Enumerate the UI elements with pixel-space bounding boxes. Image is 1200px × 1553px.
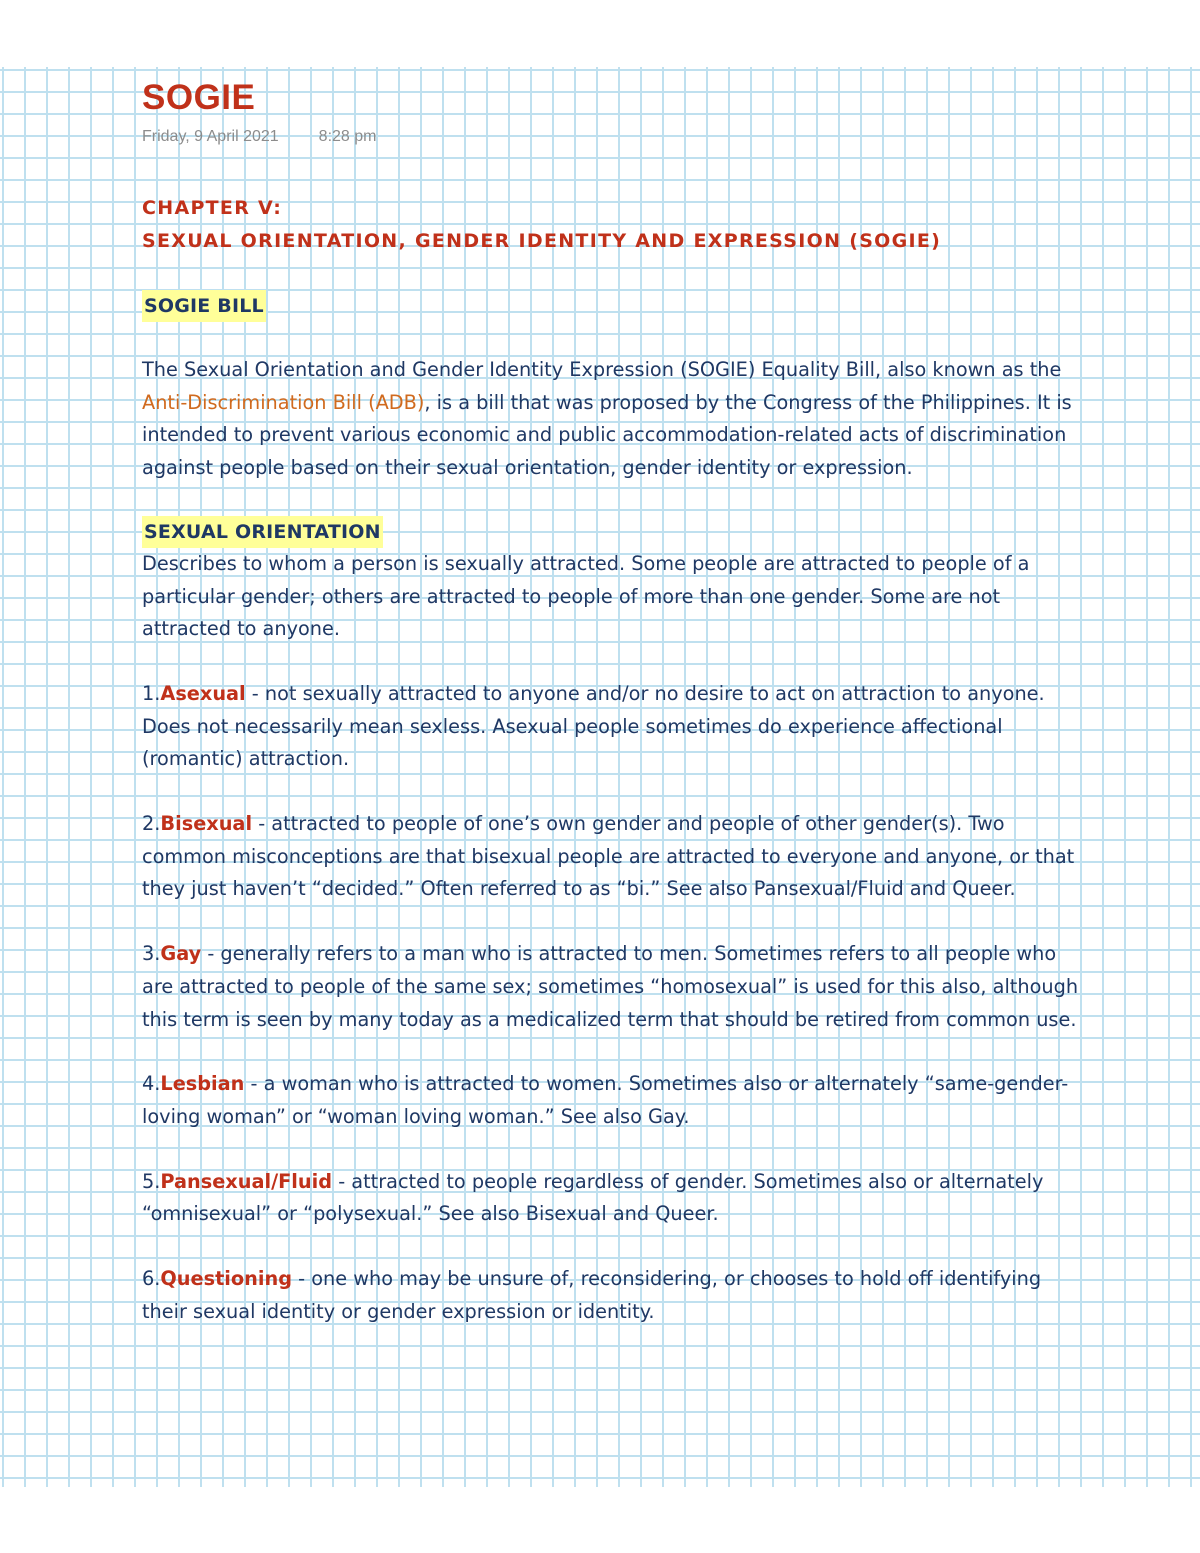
definition-text: - not sexually attracted to anyone and/or no desire to act on attraction to anyone. Does not necessarily mean sexless. Asexual people sometimes do experience affectional (romantic) attraction.: [142, 681, 1045, 771]
definition-item: [142, 938, 1082, 1036]
anti-discrimination-bill-link[interactable]: Anti-Discrimination Bill (ADB): [142, 390, 425, 414]
definition-term: Pansexual/Fluid: [160, 1169, 333, 1193]
definition-number: 4.: [142, 1072, 161, 1096]
definition-number: 2.: [142, 812, 161, 836]
definition-number: 3.: [142, 942, 161, 966]
definition-item: [142, 678, 1082, 776]
definition-term: Lesbian: [160, 1072, 245, 1096]
definition-term: Questioning: [160, 1267, 293, 1291]
definition-text: - attracted to people of one’s own gender and people of other gender(s). Two common misconceptions are that bisexual people are attracted to everyone and anyone, or that they just haven’t “decided.” Often referred to as “bi.” See also Pansexual/Fluid and Queer.: [142, 812, 1075, 901]
sexual-orientation-heading: SEXUAL ORIENTATION: [142, 516, 383, 548]
page-title: SOGIE: [142, 78, 256, 117]
sexual-orientation-description: Describes to whom a person is sexually attracted. Some people are attracted to people of a particular gender; others are attracted to people of more than one gender. Some are not attracted to anyone.: [142, 551, 1030, 641]
definition-item: [142, 1263, 1082, 1328]
definition-item: [142, 1166, 1082, 1231]
definition-term: Bisexual: [160, 812, 253, 836]
sogie-bill-heading: SOGIE BILL: [142, 290, 266, 322]
definition-term: Asexual: [160, 681, 246, 705]
page-timestamp: [142, 126, 1082, 148]
definition-number: 6.: [142, 1267, 161, 1291]
sogie-bill-text-after: , is a bill that was proposed by the Congress of the Philippines. It is intended to prevent various economic and public accommodation-related acts of discrimination against people based on their sexual orientation, gender identity or expression.: [142, 390, 1072, 480]
definition-item: [142, 808, 1082, 906]
chapter-number: CHAPTER V:: [142, 197, 283, 219]
note-content: [142, 78, 1082, 1328]
sogie-bill-text-before: The Sexual Orientation and Gender Identity Expression (SOGIE) Equality Bill, also known as the: [142, 358, 1062, 381]
chapter-heading: [142, 192, 1082, 258]
definition-text: - attracted to people regardless of gender. Sometimes also or alternately “omnisexual” or “polysexual.” See also Bisexual and Queer.: [142, 1169, 1044, 1226]
page-time: 8:28 pm: [318, 128, 377, 145]
chapter-title: SEXUAL ORIENTATION, GENDER IDENTITY AND EXPRESSION (SOGIE): [142, 230, 942, 252]
definition-number: 5.: [142, 1169, 161, 1193]
definition-text: - generally refers to a man who is attracted to men. Sometimes refers to all people who are attracted to people of the same sex; sometimes “homosexual” is used for this also, although this term is seen by many today as a medicalized term that should be retired from common use.: [142, 942, 1079, 1031]
definition-item: [142, 1068, 1082, 1133]
definition-text: - a woman who is attracted to women. Sometimes also or alternately “same-gender-loving woman” or “woman loving woman.” See also Gay.: [142, 1072, 1069, 1128]
page-date: Friday, 9 April 2021: [142, 128, 279, 145]
sogie-bill-paragraph: [142, 354, 1082, 485]
definition-text: - one who may be unsure of, reconsidering, or chooses to hold off identifying their sexual identity or gender expression or identity.: [142, 1267, 1042, 1323]
definition-number: 1.: [142, 681, 161, 705]
definition-term: Gay: [160, 942, 202, 966]
